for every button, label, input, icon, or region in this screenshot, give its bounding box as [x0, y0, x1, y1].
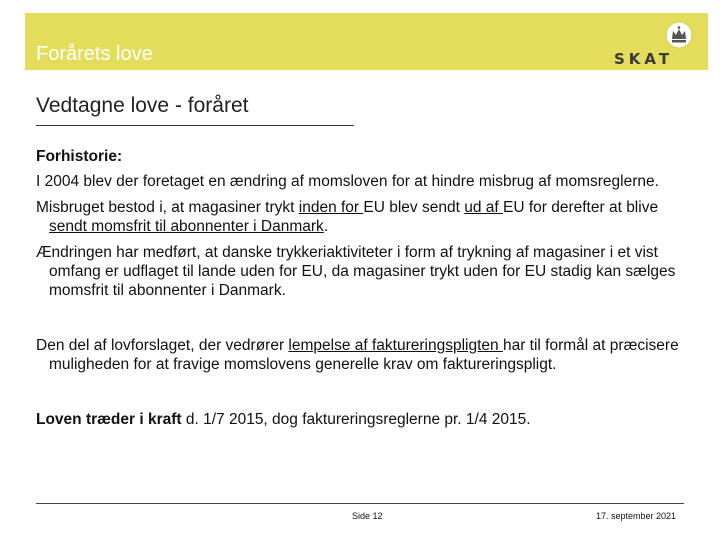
p2-underline-3: sendt momsfrit til abonnenter i Danmark: [49, 218, 324, 235]
p4-underline-1: lempelse af faktureringspligten: [288, 337, 503, 354]
skat-logo: [614, 21, 702, 67]
paragraph-4: [36, 336, 696, 374]
subtitle-divider: [36, 125, 354, 126]
p2-underline-1: inden for: [298, 199, 364, 216]
section-heading: Forhistorie:: [36, 148, 123, 165]
p4-text-1: Den del af lovforslaget, der vedrører: [36, 337, 289, 354]
crown-icon: [664, 21, 694, 49]
footer-date: 17. september 2021: [596, 511, 677, 521]
p2-text-1: Misbruget bestod i, at magasiner trykt: [36, 199, 299, 216]
footer-page-number: Side 12: [352, 511, 383, 521]
body-content: [36, 147, 696, 429]
subtitle: Vedtagne love - foråret: [36, 94, 249, 117]
p2-text-2: EU blev sendt: [363, 199, 465, 216]
paragraph-5: [36, 410, 696, 429]
logo-wordmark: SKAT: [614, 50, 674, 68]
slide-title: Forårets love: [36, 43, 153, 65]
header-banner: [25, 13, 708, 70]
p2-text-3: EU for derefter at blive: [503, 199, 659, 216]
p2-underline-2: ud af: [464, 199, 503, 216]
p5-bold: Loven træder i kraft: [36, 411, 182, 428]
paragraph-3: Ændringen har medført, at danske trykkeriaktiviteter i form af trykning af magasiner i et vist omfang er udflaget til lande uden for EU, da magasiner trykt uden for EU stadig kan sælges momsfrit til abonnenter i Danmark.: [36, 244, 676, 299]
p4-text-2: har til formål at præcisere muligheden for at fravige momslovens generelle krav om faktureringspligt.: [49, 337, 679, 373]
p2-text-4: .: [323, 218, 329, 235]
p5-text-1: d. 1/7 2015, dog faktureringsreglerne pr. 1/4 2015.: [181, 411, 531, 428]
paragraph-2: [36, 198, 696, 236]
footer-divider: [36, 503, 684, 504]
paragraph-1: I 2004 blev der foretaget en ændring af momsloven for at hindre misbrug af momsreglerne.: [36, 173, 659, 190]
